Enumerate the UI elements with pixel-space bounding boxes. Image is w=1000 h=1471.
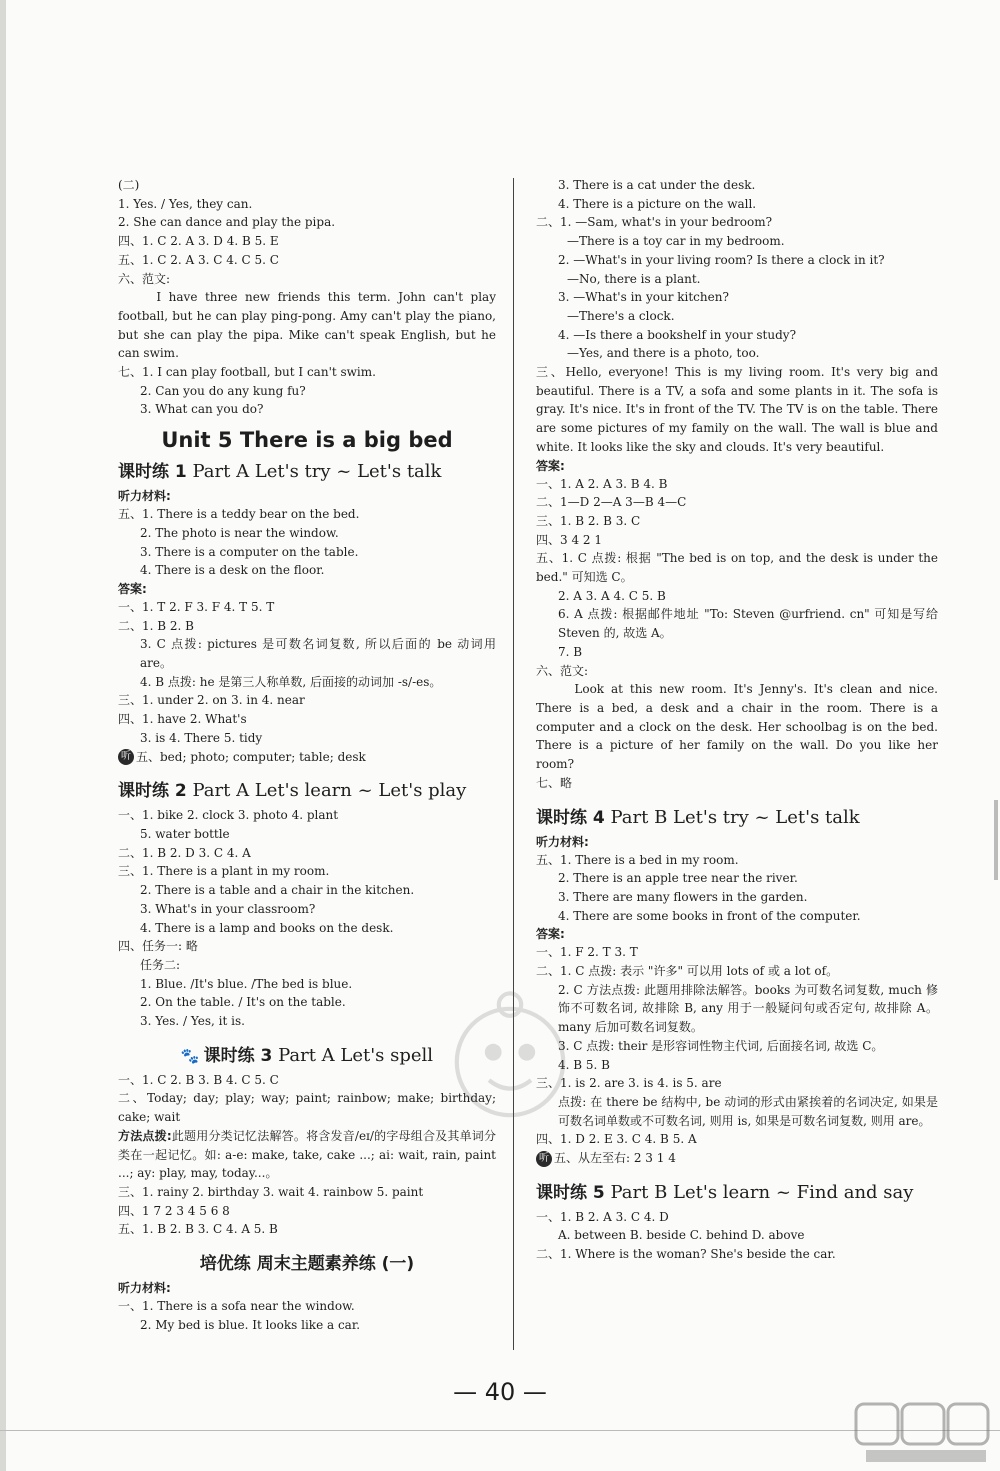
lesson-number: 课时练 1 [118, 462, 187, 483]
listen-icon: 听 [536, 1151, 552, 1167]
dialogue-line: 3. —What's in your kitchen? [558, 290, 729, 305]
answer-line: 4. There is a lamp and books on the desk. [140, 920, 394, 935]
lesson-title [118, 776, 496, 806]
answer-line: 二、Today; day; play; way; paint; rainbow; make; birthday; cake; wait [118, 1091, 496, 1125]
answer-line: 听 五、从左至右: 2 3 1 4 [536, 1149, 938, 1168]
lesson-number: 课时练 5 [536, 1182, 605, 1203]
answer-label: 答案: [536, 458, 565, 473]
answer-label: 答案: [118, 581, 147, 596]
answer-line: 3. What can you do? [140, 402, 264, 417]
answer-line: 二、1. B 2. B [118, 618, 194, 633]
dialogue-line: —There is a toy car in my bedroom. [567, 234, 785, 249]
lesson-title [536, 803, 938, 833]
listening-label: 听力材料: [536, 834, 589, 849]
listening-line: 4. There is a desk on the floor. [140, 563, 325, 578]
answer-line: 4. B 5. B [558, 1057, 610, 1072]
answer-line: 2. C 方法点拨: 此题用排除法解答。books 为可数名词复数, much 修饰不可数名词, 故排除 B, any 用于一般疑问句或否定句, 故排除 A。many 后加可数名词复数。 [558, 982, 938, 1035]
listening-line: 五、1. There is a teddy bear on the bed. [118, 507, 360, 522]
answer-line: 2. Can you do any kung fu? [140, 383, 306, 398]
paw-icon: 🐾 [180, 1046, 200, 1065]
dialogue-line: 4. —Is there a bookshelf in your study? [558, 327, 797, 342]
lesson-title [118, 457, 496, 487]
answer-line: 二、1. C 点拨: 表示 "许多" 可以用 lots of 或 a lot of。 [536, 964, 839, 979]
page-number: — 40 — [453, 1378, 547, 1406]
listening-line: 2. My bed is blue. It looks like a car. [140, 1317, 361, 1332]
lesson-part: Part A Let's learn ~ Let's play [192, 780, 467, 802]
unit-title: Unit 5 There is a big bed [161, 428, 453, 453]
answer-line: 七、1. I can play football, but I can't swim. [118, 365, 376, 380]
scan-edge [0, 0, 6, 1471]
listening-line: 4. There is a picture on the wall. [558, 196, 757, 211]
answer-line: 2. On the table. / It's on the table. [140, 995, 346, 1010]
dialogue-line: —There's a clock. [567, 308, 675, 323]
answer-line: 三、1. is 2. are 3. is 4. is 5. are [536, 1076, 722, 1091]
dialogue-line: —No, there is a plant. [567, 271, 701, 286]
answer-line: 七、略 [536, 775, 573, 790]
answer-line: 点拨: 在 there be 结构中, be 动词的形式由紧挨着的名词决定, 如果是可数名词单数或不可数名词, 则用 is, 如果是可数名词复数, 则用 are。 [558, 1094, 938, 1128]
answer-line: 1. Blue. /It's blue. /The bed is blue. [140, 976, 353, 991]
listening-label: 听力材料: [118, 1281, 171, 1296]
answer-line: 四、任务一: 略 [118, 939, 198, 954]
lesson-number: 课时练 3 [203, 1045, 273, 1066]
answer-line: 三、1. under 2. on 3. in 4. near [118, 693, 305, 708]
listening-line: 2. There is an apple tree near the river. [558, 871, 798, 886]
answer-line: 三、1. There is a plant in my room. [118, 864, 330, 879]
listening-passage: 三、Hello, everyone! This is my living room. It's very big and beautiful. There is a TV, a sofa and some plants in it. The sofa is gray. It's nice. It's in front of the TV. The TV is on the table. There are some pictures of my family on the wall. The wall is blue and white. It looks like the sky and clouds. It's very beautiful. [536, 365, 938, 454]
listen-icon: 听 [118, 749, 134, 765]
mascot-watermark-icon [440, 985, 580, 1125]
sample-essay: Look at this new room. It's Jenny's. It's clean and nice. There is a bed, a desk and a chair in the room. There is a computer and a clock on the desk. Her schoolbag is on the bed. There is a picture of her family on the wall. Do you like her room? [536, 682, 938, 772]
answer-line: 任务二: [140, 957, 181, 972]
method-label: 方法点拨: [118, 1128, 172, 1143]
answer-line: 1. Yes. / Yes, they can. [118, 196, 253, 211]
listening-line: 3. There is a computer on the table. [140, 544, 359, 559]
answer-line: 一、1. F 2. T 3. T [536, 945, 638, 960]
dialogue-line: 2. —What's in your living room? Is there a clock in it? [558, 252, 885, 267]
right-column [536, 176, 938, 1264]
answer-line: 3. Yes. / Yes, it is. [140, 1014, 245, 1029]
listening-line: 五、1. There is a bed in my room. [536, 852, 739, 867]
answer-line: 五、1. C 2. A 3. C 4. C 5. C [118, 252, 279, 267]
column-divider [513, 178, 514, 1350]
answer-line: 四、1. have 2. What's [118, 712, 247, 727]
dialogue-line: —Yes, and there is a photo, too. [567, 346, 760, 361]
left-column [118, 176, 496, 1334]
answer-line: 5. water bottle [140, 826, 230, 841]
answer-line: 四、1 7 2 3 4 5 6 8 [118, 1203, 230, 1218]
answer-line: 四、3 4 2 1 [536, 532, 602, 547]
answer-line: 2. There is a table and a chair in the kitchen. [140, 883, 415, 898]
lesson-part: Part A Let's try ~ Let's talk [192, 461, 442, 483]
listening-line: 3. There is a cat under the desk. [558, 178, 756, 192]
section-heading: (二) [118, 178, 140, 192]
answer-line: 二、1—D 2—A 3—B 4—C [536, 495, 687, 510]
lesson-title [536, 1178, 938, 1208]
answer-line: 2. A 3. A 4. C 5. B [558, 588, 666, 603]
scan-mark [994, 800, 998, 880]
answer-line: 二、1. B 2. D 3. C 4. A [118, 845, 251, 860]
lesson-part: Part B Let's try ~ Let's talk [610, 806, 860, 828]
answer-line: 3. What's in your classroom? [140, 901, 316, 916]
weekly-title: 培优练 周末主题素养练 (一) [199, 1254, 415, 1275]
answer-line: 一、1. B 2. A 3. C 4. D [536, 1209, 669, 1224]
answer-line: 听 五、bed; photo; computer; table; desk [118, 748, 496, 767]
answer-line: 3. is 4. There 5. tidy [140, 730, 263, 745]
answer-line: 一、1. A 2. A 3. B 4. B [536, 476, 668, 491]
answer-line: 6. A 点拨: 根据邮件地址 "To: Steven @urfriend. cn" 可知是写给 Steven 的, 故选 A。 [558, 607, 938, 641]
lesson-part: Part A Let's spell [278, 1044, 434, 1066]
answer-line: 五、1. B 2. B 3. C 4. A 5. B [118, 1222, 278, 1237]
answer-line: 三、1. B 2. B 3. C [536, 513, 641, 528]
answer-line: 四、1. D 2. E 3. C 4. B 5. A [536, 1132, 697, 1147]
lesson-number: 课时练 4 [536, 807, 605, 828]
lesson-part: Part B Let's learn ~ Find and say [610, 1181, 914, 1203]
listening-label: 听力材料: [118, 489, 171, 504]
answer-label: 答案: [536, 927, 565, 942]
listening-line: 4. There are some books in front of the computer. [558, 908, 861, 923]
listening-line: 3. There are many flowers in the garden. [558, 889, 808, 904]
answer-line: 五、1. C 点拨: 根据 "The bed is on top, and the desk is under the bed." 可知选 C。 [536, 551, 938, 585]
sample-essay: I have three new friends this term. John can't play football, but he can play ping-pong. Amy can't play the piano, but she can play the pipa. Mike can't speak English, but he can swim. [118, 290, 496, 361]
answer-line: 一、1. C 2. B 3. B 4. C 5. C [118, 1072, 279, 1087]
answer-line: 3. C 点拨: their 是形容词性物主代词, 后面接名词, 故选 C。 [558, 1038, 884, 1053]
bottom-rule [0, 1430, 1000, 1431]
listening-line: 2. The photo is near the window. [140, 525, 339, 540]
dialogue-line: 二、1. —Sam, what's in your bedroom? [536, 215, 773, 230]
sample-label: 六、范文: [118, 271, 171, 286]
answer-line: 一、1. bike 2. clock 3. photo 4. plant [118, 808, 339, 823]
answer-line: 四、1. C 2. A 3. D 4. B 5. E [118, 234, 279, 249]
answer-line: 二、1. Where is the woman? She's beside the car. [536, 1247, 836, 1262]
answer-line: 三、1. rainy 2. birthday 3. wait 4. rainbow 5. paint [118, 1184, 424, 1199]
corner-watermark-icon [852, 1400, 992, 1466]
method-note: 方法点拨:此题用分类记忆法解答。将含发音/eɪ/的字母组合及其单词分类在一起记忆。如: a-e: make, take, cake ...; ai: wait, rain, paint ...; ay: play, may, today...。 [118, 1128, 496, 1181]
lesson-number: 课时练 2 [118, 781, 187, 802]
answer-line: 3. C 点拨: pictures 是可数名词复数, 所以后面的 be 动词用 are。 [140, 637, 496, 671]
answer-line: 7. B [558, 644, 583, 659]
answer-line: 2. She can dance and play the pipa. [118, 215, 336, 230]
answer-line: 4. B 点拨: he 是第三人称单数, 后面接的动词加 -s/-es。 [140, 674, 442, 689]
answer-line: A. between B. beside C. behind D. above [558, 1228, 805, 1243]
sample-label: 六、范文: [536, 663, 589, 678]
listening-line: 一、1. There is a sofa near the window. [118, 1299, 355, 1314]
answer-line: 一、1. T 2. F 3. F 4. T 5. T [118, 599, 275, 614]
